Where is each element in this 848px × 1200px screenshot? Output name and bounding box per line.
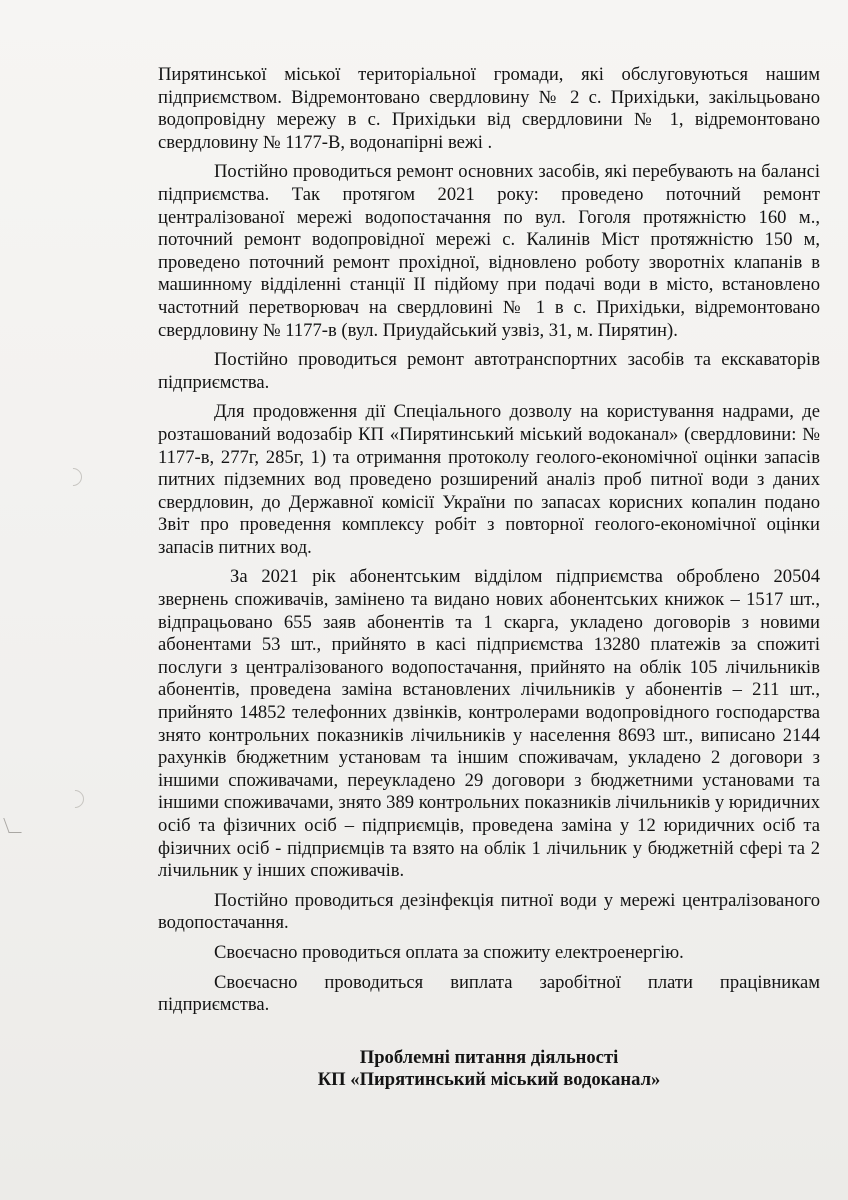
paragraph-6: Постійно проводиться дезінфекція питної води у мережі централізованого водопостачання. [158,889,820,934]
paragraph-2: Постійно проводиться ремонт основних засобів, які перебувають на балансі підприємства. Так протягом 2021 року: проведено поточний ремонт централізованої мережі водопостачання по вул. Гоголя протяжністю 160 м., поточний ремонт водопровідної мережі с. Калинів Міст протяжністю 150 м, проведено поточний ремонт прохідної, відновлено роботу зворотніх клапанів в машинному відділенні станції ІІ підйому при подачі води в місто, встановлено частотний перетворювач на свердловині № 1 в с. Прихідьки, відремонтовано свердловину № 1177-в (вул. Приудайський узвіз, 31, м. Пирятин). [158,161,820,341]
section-heading [158,1047,820,1091]
margin-scratch-mark [3,818,21,833]
section-heading-line-1: Проблемні питання діяльності [359,1046,619,1068]
paragraph-3: Постійно проводиться ремонт автотранспортних засобів та екскаваторів підприємства. [158,349,820,393]
paragraph-7: Своєчасно проводиться оплата за спожиту електроенергію. [214,941,684,963]
section-heading-line-2: КП «Пирятинський міський водоканал» [317,1068,661,1090]
paragraph-1: Пирятинської міської територіальної громади, які обслуговуються нашим підприємством. Відремонтовано свердловину № 2 с. Прихідьки, закільцьовано водопровідну мережу в с. Прихідьки від свердловини № 1, відремонтовано свердловину № 1177-В, водонапірні вежі . [158,64,820,153]
paragraph-8: Своєчасно проводиться виплата заробітної плати працівникам підприємства. [158,971,820,1016]
paragraph-5: За 2021 рік абонентським відділом підприємства оброблено 20504 звернень споживачів, замінено та видано нових абонентських книжок – 1517 шт., відпрацьовано 655 заяв абонентів та 1 скарга, укладено договорів з новими абонентами 53 шт., прийнято в касі підприємства 13280 платежів за спожиті послуги з централізованого водопостачання, прийнято на облік 105 лічильників абонентів, проведена заміна встановлених лічильників у абонентів – 211 шт., прийнято 14852 телефонних дзвінків, контролерами водопровідного господарства знято контрольних показників лічильників у населення 8693 шт., виписано 2144 рахунків бюджетним установам та іншим споживачам, укладено 2 договори з іншими споживачами, переукладено 29 договори з бюджетними установами та іншими споживачами, знято 389 контрольних показників лічильників у юридичних осіб та фізичних осіб – підприємців, проведена заміна у 12 юридичних осіб та фізичних осіб - підприємців та взято на облік 1 лічильник у бюджетній сфері та 2 лічильник у інших споживачів. [158,566,820,882]
punch-hole-mark [62,786,87,811]
punch-hole-mark [60,464,85,489]
paragraph-4: Для продовження дії Спеціального дозволу на користування надрами, де розташований водозабір КП «Пирятинський міський водоканал» (свердловини: № 1177-в, 277г, 285г, 1) та отримання протоколу геолого-економічної оцінки запасів питних підземних вод проведено розширений аналіз проб питної води з даних свердловин, до Державної комісії України по запасах корисних копалин подано Звіт про проведення комплексу робіт з повторної геолого-економічної оцінки запасів питних вод. [158,401,820,558]
document-body [158,64,820,1091]
